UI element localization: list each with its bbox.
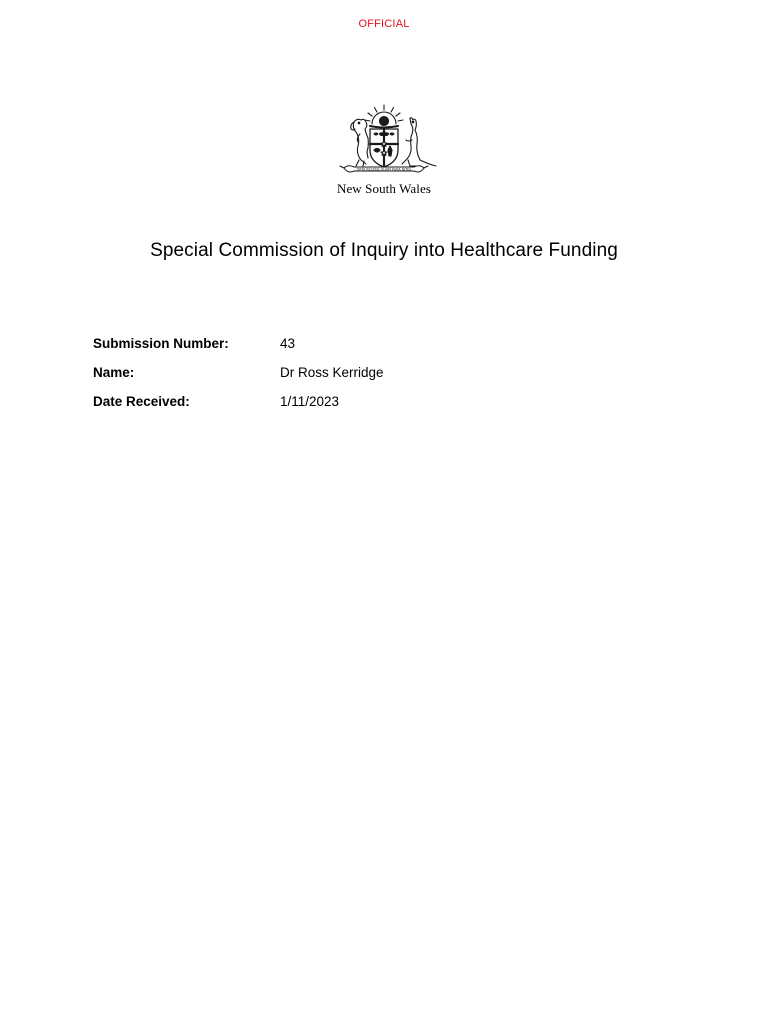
detail-value: Dr Ross Kerridge: [280, 365, 384, 380]
detail-row-date-received: [93, 394, 593, 423]
classification-marking: OFFICIAL: [358, 18, 410, 30]
detail-row-submission-number: [93, 336, 593, 365]
detail-label: Date Received:: [93, 394, 190, 409]
crest-motto: ORTA RECENS QUAM PURA NITES: [356, 167, 412, 172]
detail-value: 1/11/2023: [280, 394, 340, 409]
detail-value: 43: [280, 336, 296, 351]
document-title: Special Commission of Inquiry into Healthcare Funding: [150, 240, 618, 261]
crest-block: [0, 104, 768, 197]
submission-details: [93, 336, 593, 423]
detail-label: Submission Number:: [93, 336, 229, 351]
detail-row-name: [93, 365, 593, 394]
detail-label: Name:: [93, 365, 135, 380]
nsw-coat-of-arms-icon: [326, 104, 442, 180]
crest-label: New South Wales: [336, 181, 432, 196]
